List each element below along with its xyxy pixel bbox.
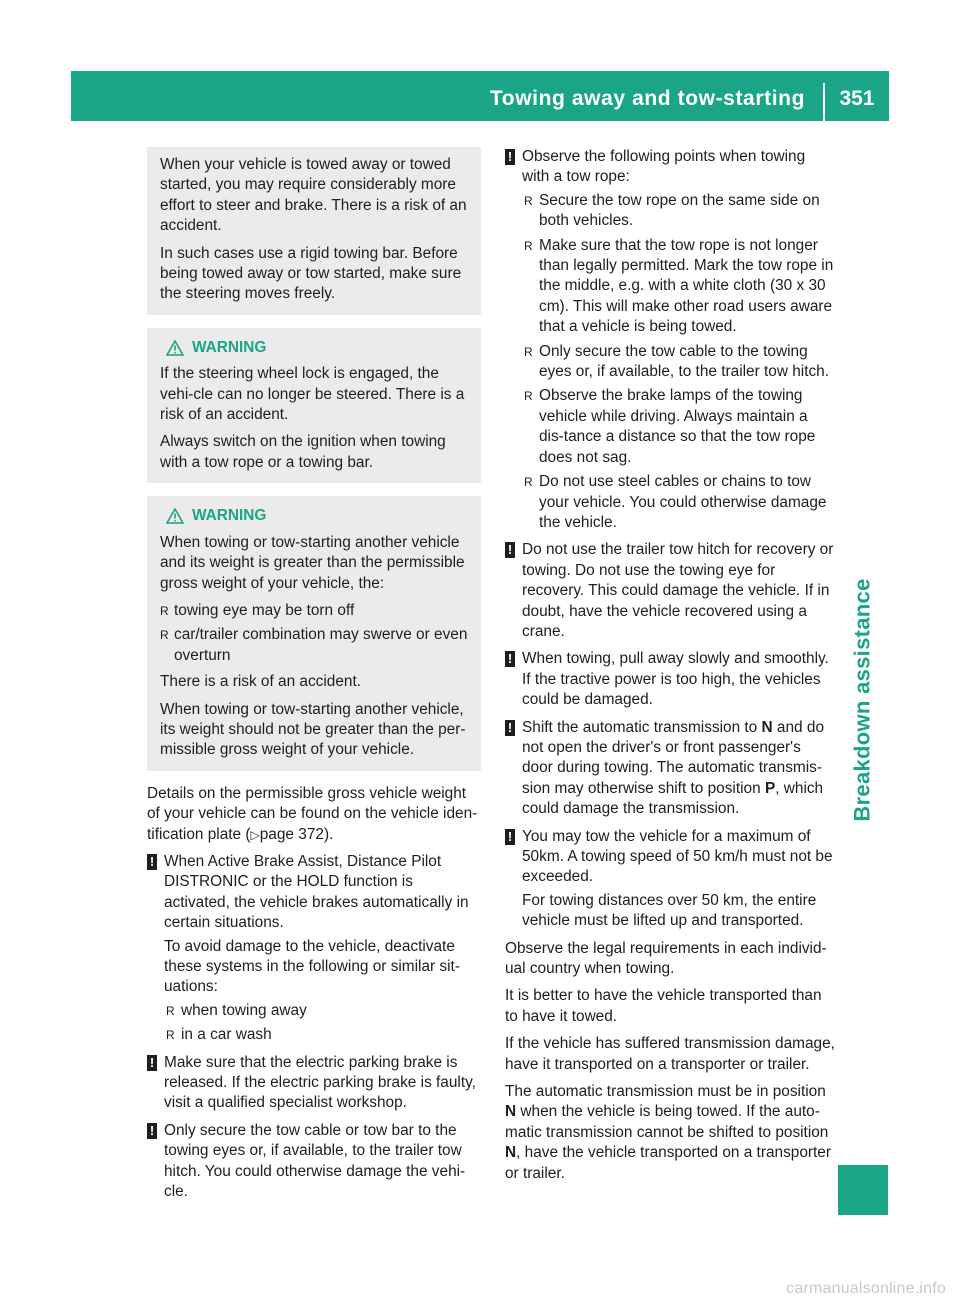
note-exclamation-icon: ! <box>147 1055 157 1071</box>
page-reference-link[interactable]: page 372 <box>259 825 324 843</box>
warning-paragraph: When towing or tow-starting another vehicle, its weight should not be greater than the per-missible gross weight of your vehicle. <box>160 700 466 759</box>
bullet-icon: R <box>160 628 169 643</box>
warning-paragraph: Always switch on the ignition when towing with a tow rope or a towing bar. <box>160 433 446 471</box>
body-paragraph: It is better to have the vehicle transported than to have it towed. <box>505 987 822 1025</box>
warning-paragraph: If the steering wheel lock is engaged, the vehi-cle can no longer be steered. There is a risk of an accident. <box>160 365 465 424</box>
list-item: R Do not use steel cables or chains to tow your vehicle. You could otherwise damage the vehicle. <box>524 473 827 531</box>
info-box <box>147 147 481 315</box>
warning-heading <box>160 506 473 526</box>
body-paragraph: The automatic transmission must be in position N when the vehicle is being towed. If the auto-matic transmission cannot be shifted to position N, have the vehicle transported on a transporter or trailer. <box>505 1083 831 1182</box>
note-exclamation-icon: ! <box>147 854 157 870</box>
note-block <box>147 1053 481 1114</box>
note-text: Observe the following points when towing with a tow rope: <box>522 148 806 186</box>
note-text: Make sure that the electric parking brake is released. If the electric parking brake is faulty, visit a qualified specialist workshop. <box>164 1053 476 1112</box>
body-paragraph: If the vehicle has suffered transmission damage, have it transported on a transporter or trailer. <box>505 1035 835 1073</box>
note-exclamation-icon: ! <box>505 542 515 558</box>
info-paragraph: In such cases use a rigid towing bar. Before being towed away or tow started, make sure the steering moves freely. <box>160 244 462 303</box>
note-exclamation-icon: ! <box>147 1123 157 1139</box>
warning-box <box>147 328 481 483</box>
left-column <box>147 147 481 1209</box>
list-item: R Make sure that the tow rope is not longer than legally permitted. Mark the tow rope in the middle, e.g. with a white cloth (30 x 30 cm). This will make other road users aware that a vehicle is being towed. <box>524 236 834 336</box>
bullet-icon: R <box>524 344 533 359</box>
list-item: R Observe the brake lamps of the towing vehicle while driving. Always maintain a dis-tance a distance so that the tow rope does not sag. <box>524 387 816 466</box>
note-text: To avoid damage to the vehicle, deactivate these systems in the following or similar sit-uations: <box>164 937 460 996</box>
note-text: Only secure the tow cable or tow bar to the towing eyes or, if available, to the trailer tow hitch. You could otherwise damage the vehi-cle. <box>164 1121 466 1201</box>
list-item: R when towing away <box>164 1001 481 1021</box>
bullet-icon: R <box>524 238 533 253</box>
bullet-icon: R <box>166 1028 175 1043</box>
chapter-label-text: Breakdown assistance <box>850 578 876 822</box>
list-item: R Only secure the tow cable to the towing eyes or, if available, to the trailer tow hitch. <box>524 342 830 381</box>
note-block <box>505 718 835 820</box>
warning-triangle-icon <box>166 508 184 524</box>
note-bullet-list <box>164 1001 481 1046</box>
page-ref-arrow-icon: ▷ <box>250 827 260 842</box>
watermark: carmanualsonline.info <box>786 1280 946 1297</box>
chapter-side-label <box>838 555 888 845</box>
list-item: R in a car wash <box>164 1025 481 1045</box>
note-block <box>505 147 835 533</box>
details-paragraph: Details on the permissible gross vehicle weight of your vehicle can be found on the vehicle iden-tification plate (▷page 372). <box>147 784 478 843</box>
note-exclamation-icon: ! <box>505 829 515 845</box>
note-text: When Active Brake Assist, Distance Pilot DISTRONIC or the HOLD function is activated, the vehicle brakes automatically in certain situations. <box>164 852 469 932</box>
warning-heading <box>160 338 473 358</box>
bullet-icon: R <box>166 1003 175 1018</box>
note-exclamation-icon: ! <box>505 720 515 736</box>
bullet-icon: R <box>524 389 533 404</box>
warning-triangle-icon <box>166 340 184 356</box>
note-block <box>147 1121 481 1203</box>
chapter-tab-marker <box>838 1165 888 1215</box>
warning-label: WARNING <box>192 507 267 525</box>
note-block <box>505 827 835 932</box>
note-exclamation-icon: ! <box>505 651 515 667</box>
bullet-icon: R <box>524 475 533 490</box>
note-block <box>147 852 481 1046</box>
note-block <box>505 540 835 642</box>
note-exclamation-icon: ! <box>505 149 515 165</box>
bullet-icon: R <box>160 603 169 618</box>
note-text: Shift the automatic transmission to N and do not open the driver's or front passenger's door during towing. The automatic transmis-sion may otherwise shift to position P, which could damage the transmission. <box>522 718 825 818</box>
right-column <box>505 147 835 1191</box>
note-text: Do not use the trailer tow hitch for recovery or towing. Do not use the towing eye for recovery. This could damage the vehicle. If in doubt, have the vehicle recovered using a crane. <box>522 541 834 640</box>
section-title: Towing away and tow-starting <box>489 87 805 110</box>
page-number: 351 <box>839 87 875 110</box>
body-paragraph: Observe the legal requirements in each individ-ual country when towing. <box>505 939 827 978</box>
warning-label: WARNING <box>192 338 267 356</box>
warning-paragraph: When towing or tow-starting another vehicle and its weight is greater than the permissible gross weight of your vehicle, the: <box>160 533 465 592</box>
note-text: When towing, pull away slowly and smoothly. If the tractive power is too high, the vehicles could be damaged. <box>522 650 829 709</box>
list-item: R towing eye may be torn off <box>160 601 473 621</box>
note-text: For towing distances over 50 km, the entire vehicle must be lifted up and transported. <box>522 891 817 930</box>
warning-bullet-list <box>160 601 473 666</box>
note-text: You may tow the vehicle for a maximum of 50km. A towing speed of 50 km/h must not be exceeded. <box>522 827 833 886</box>
bullet-icon: R <box>524 193 533 208</box>
header-bar <box>71 71 889 121</box>
warning-box <box>147 496 481 770</box>
info-paragraph: When your vehicle is towed away or towed started, you may require considerably more effort to steer and brake. There is a risk of an accident. <box>160 156 467 235</box>
list-item: R Secure the tow rope on the same side on both vehicles. <box>524 191 820 230</box>
warning-paragraph: There is a risk of an accident. <box>160 673 362 691</box>
note-bullet-list <box>522 191 835 534</box>
note-block <box>505 649 835 710</box>
list-item: R car/trailer combination may swerve or even overturn <box>160 626 468 664</box>
